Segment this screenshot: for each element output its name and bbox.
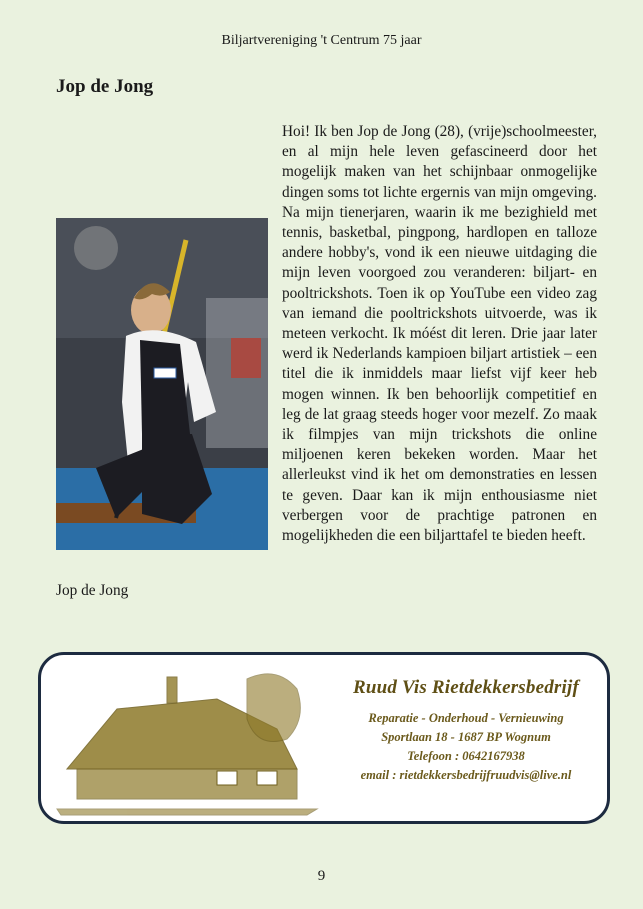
article-body: Hoi! Ik ben Jop de Jong (28), (vrije)schoolmeester, en al mijn hele leven gefascineerd door het mogelijk maken van het schijnbaar onmogelijke dingen soms tot lichte ergernis van mijn omgeving. Na mijn tienerjaren, waarin ik me bezighield met tennis, basketbal, pingpong, hardlopen en talloze andere hobby's, vond ik een nieuwe uitdaging die mijn leven voorgoed zou veranderen: biljart- en pooltrickshots. Toen ik op YouTube een video zag van iemand die pooltrickshots uitvoerde, was ik meteen verkocht. Ik móést dit leren. Drie jaar later werd ik Nederlands kampioen biljart artistiek – een titel die ik inmiddels maar liefst vijf keer heb mogen winnen. Ik ben behoorlijk competitief en leg de lat graag steeds hoger voor mezelf. Zo maak ik filmpjes van mijn trickshots die online miljoenen keren bekeken worden. Maar het allerleukst vind ik het om demonstraties en lessen te geven. Daar kan ik mijn enthousiasme niet verbergen voor de prachtige patronen en mogelijkheden die een biljarttafel te bieden heeft. — [282, 123, 597, 545]
ad-phone: Telefoon : 0642167938 — [407, 749, 525, 763]
thatched-farmhouse-illustration — [47, 659, 323, 819]
ad-email: email : rietdekkersbedrijfruudvis@live.nl — [360, 768, 572, 782]
ad-company-name: Ruud Vis Rietdekkersbedrijf — [352, 677, 580, 698]
advertisement-box — [38, 652, 610, 824]
advertisement-text — [333, 677, 599, 785]
ad-tagline: Reparatie - Onderhoud - Vernieuwing — [368, 711, 564, 725]
billiards-player-illustration — [56, 218, 268, 550]
photo-caption: Jop de Jong — [56, 582, 129, 599]
ad-address: Sportlaan 18 - 1687 BP Wognum — [381, 730, 551, 744]
photo-jop-de-jong — [56, 218, 268, 550]
running-header: Biljartvereniging 't Centrum 75 jaar — [221, 33, 422, 48]
article-text-block — [56, 122, 597, 556]
page-number: 9 — [317, 868, 326, 884]
article-title: Jop de Jong — [56, 76, 154, 97]
